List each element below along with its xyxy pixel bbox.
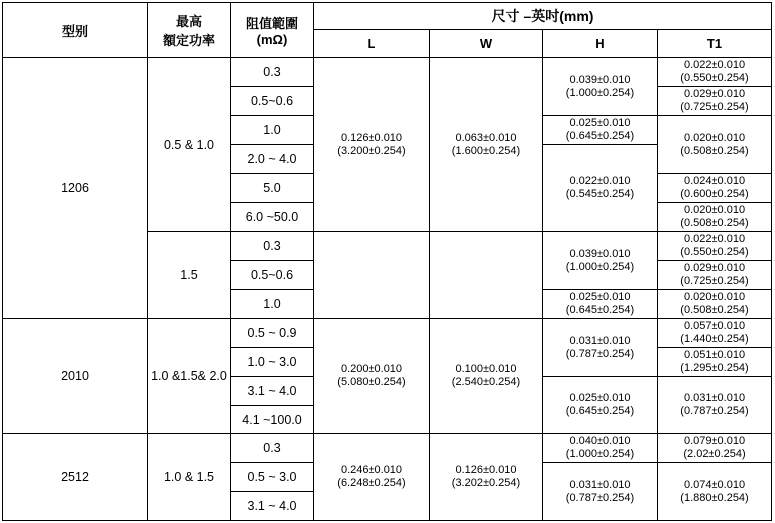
resistance-cell: 1.0 (231, 290, 314, 319)
t1-cell: 0.020±0.010 (0.508±0.254) (658, 203, 772, 232)
l-2010: 0.200±0.010 (5.080±0.254) (314, 319, 430, 434)
model-1206: 1206 (3, 58, 148, 319)
h-cell: 0.025±0.010 (0.645±0.254) (543, 116, 658, 145)
t1-cell: 0.022±0.010 (0.550±0.254) (658, 232, 772, 261)
power-1206-b: 1.5 (148, 232, 231, 319)
t1-cell: 0.079±0.010 (2.02±0.254) (658, 434, 772, 463)
resistance-cell: 0.5 ~ 0.9 (231, 319, 314, 348)
t1-cell: 0.031±0.010 (0.787±0.254) (658, 377, 772, 434)
t1-cell: 0.022±0.010 (0.550±0.254) (658, 58, 772, 87)
t1-cell: 0.024±0.010 (0.600±0.254) (658, 174, 772, 203)
resistance-cell: 3.1 ~ 4.0 (231, 377, 314, 406)
model-2010: 2010 (3, 319, 148, 434)
power-1206-a: 0.5 & 1.0 (148, 58, 231, 232)
w-2512: 0.126±0.010 (3.202±0.254) (430, 434, 543, 521)
header-rated-power-line1: 最高 (175, 14, 202, 29)
w-1206-b (430, 232, 543, 319)
h-cell: 0.039±0.010 (1.000±0.254) (543, 58, 658, 116)
h-cell: 0.022±0.010 (0.545±0.254) (543, 145, 658, 232)
resistance-cell: 1.0 (231, 116, 314, 145)
header-col-h: H (543, 30, 658, 58)
resistance-cell: 1.0 ~ 3.0 (231, 348, 314, 377)
header-rated-power (148, 3, 231, 58)
t1-cell: 0.020±0.010 (0.508±0.254) (658, 290, 772, 319)
resistance-cell: 4.1 ~100.0 (231, 406, 314, 434)
resistance-cell: 5.0 (231, 174, 314, 203)
t1-cell: 0.051±0.010 (1.295±0.254) (658, 348, 772, 377)
header-resistance-line1: 阻值範圍 (245, 16, 298, 31)
resistor-spec-table (2, 2, 772, 521)
h-cell: 0.031±0.010 (0.787±0.254) (543, 319, 658, 377)
w-2010: 0.100±0.010 (2.540±0.254) (430, 319, 543, 434)
t1-cell: 0.029±0.010 (0.725±0.254) (658, 261, 772, 290)
resistance-cell: 0.3 (231, 232, 314, 261)
l-1206-b (314, 232, 430, 319)
power-2010: 1.0 &1.5& 2.0 (148, 319, 231, 434)
model-2512: 2512 (3, 434, 148, 521)
resistance-cell: 0.5 ~ 3.0 (231, 463, 314, 492)
t1-cell: 0.020±0.010 (0.508±0.254) (658, 116, 772, 174)
header-model: 型别 (3, 3, 148, 58)
header-resistance-range (231, 3, 314, 58)
resistance-cell: 0.5~0.6 (231, 261, 314, 290)
table-row (3, 58, 772, 87)
table-row (3, 434, 772, 463)
resistance-cell: 0.3 (231, 58, 314, 87)
h-cell: 0.025±0.010 (0.645±0.254) (543, 377, 658, 434)
t1-cell: 0.029±0.010 (0.725±0.254) (658, 87, 772, 116)
h-cell: 0.025±0.010 (0.645±0.254) (543, 290, 658, 319)
w-1206: 0.063±0.010 (1.600±0.254) (430, 58, 543, 232)
header-col-w: W (430, 30, 543, 58)
resistance-cell: 2.0 ~ 4.0 (231, 145, 314, 174)
header-dimensions: 尺寸 –英吋(mm) (314, 3, 772, 30)
h-cell: 0.040±0.010 (1.000±0.254) (543, 434, 658, 463)
t1-cell: 0.074±0.010 (1.880±0.254) (658, 463, 772, 521)
header-rated-power-line2: 額定功率 (162, 33, 215, 48)
h-cell: 0.039±0.010 (1.000±0.254) (543, 232, 658, 290)
power-2512: 1.0 & 1.5 (148, 434, 231, 521)
t1-cell: 0.057±0.010 (1.440±0.254) (658, 319, 772, 348)
table-row (3, 319, 772, 348)
resistance-cell: 0.3 (231, 434, 314, 463)
resistance-cell: 0.5~0.6 (231, 87, 314, 116)
header-col-t1: T1 (658, 30, 772, 58)
resistance-cell: 6.0 ~50.0 (231, 203, 314, 232)
l-2512: 0.246±0.010 (6.248±0.254) (314, 434, 430, 521)
h-cell: 0.031±0.010 (0.787±0.254) (543, 463, 658, 521)
header-resistance-line2: (mΩ) (256, 32, 288, 47)
resistance-cell: 3.1 ~ 4.0 (231, 492, 314, 521)
header-col-l: L (314, 30, 430, 58)
l-1206: 0.126±0.010 (3.200±0.254) (314, 58, 430, 232)
